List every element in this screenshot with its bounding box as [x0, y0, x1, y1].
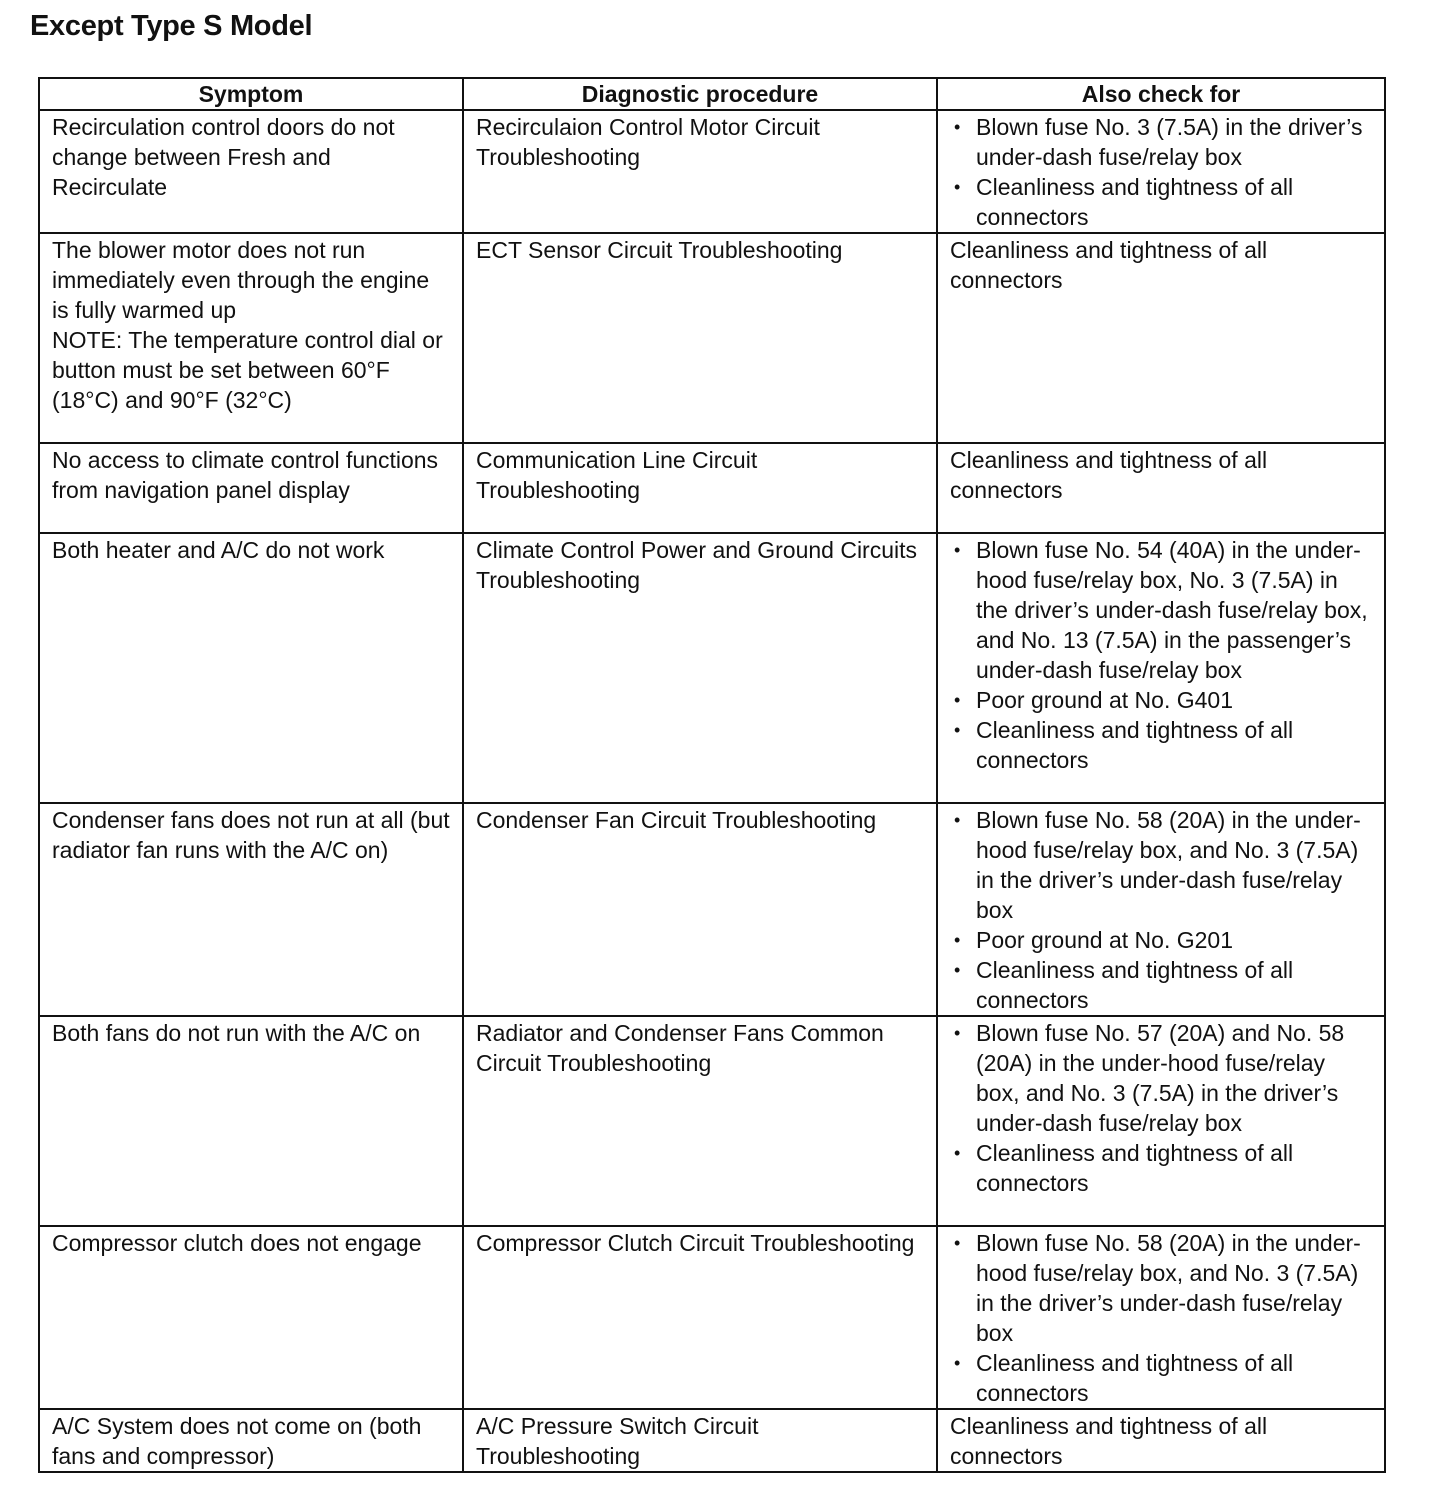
procedure-cell: Climate Control Power and Ground Circuits Troubleshooting — [463, 533, 937, 803]
procedure-cell: Radiator and Condenser Fans Common Circuit Troubleshooting — [463, 1016, 937, 1226]
table-row — [39, 110, 1385, 233]
column-header-procedure: Diagnostic procedure — [463, 78, 937, 110]
table-row — [39, 233, 1385, 443]
symptom-cell — [39, 233, 463, 443]
check-list — [950, 1018, 1374, 1198]
table-row — [39, 1226, 1385, 1409]
table-row — [39, 1409, 1385, 1472]
page-title: Except Type S Model — [30, 10, 313, 42]
procedure-cell: ECT Sensor Circuit Troubleshooting — [463, 233, 937, 443]
check-cell: Cleanliness and tightness of all connectors — [937, 1409, 1385, 1472]
table-header-row — [39, 78, 1385, 110]
check-cell: Cleanliness and tightness of all connectors — [937, 443, 1385, 533]
check-item: • Blown fuse No. 3 (7.5A) in the driver’s under-dash fuse/relay box — [976, 112, 1374, 172]
check-item: • Blown fuse No. 58 (20A) in the under-hood fuse/relay box, and No. 3 (7.5A) in the driver’s under-dash fuse/relay box — [976, 805, 1374, 925]
procedure-cell: Communication Line Circuit Troubleshooting — [463, 443, 937, 533]
check-cell — [937, 533, 1385, 803]
check-cell — [937, 110, 1385, 233]
check-item: • Blown fuse No. 57 (20A) and No. 58 (20A) in the under-hood fuse/relay box, and No. 3 (7.5A) in the driver’s under-dash fuse/relay box — [976, 1018, 1374, 1138]
table-row — [39, 803, 1385, 1016]
check-item: • Poor ground at No. G201 — [976, 925, 1374, 955]
check-cell — [937, 1226, 1385, 1409]
check-cell — [937, 1016, 1385, 1226]
check-cell — [937, 803, 1385, 1016]
procedure-cell: Condenser Fan Circuit Troubleshooting — [463, 803, 937, 1016]
symptom-cell: Condenser fans does not run at all (but radiator fan runs with the A/C on) — [39, 803, 463, 1016]
check-list — [950, 112, 1374, 232]
check-item: • Cleanliness and tightness of all connectors — [976, 715, 1374, 775]
table-row — [39, 533, 1385, 803]
symptom-cell: Both heater and A/C do not work — [39, 533, 463, 803]
symptom-cell: Recirculation control doors do not change between Fresh and Recirculate — [39, 110, 463, 233]
column-header-also-check: Also check for — [937, 78, 1385, 110]
check-item: • Blown fuse No. 54 (40A) in the under-hood fuse/relay box, No. 3 (7.5A) in the driver’s under-dash fuse/relay box, and No. 13 (7.5A) in the passenger’s under-dash fuse/relay box — [976, 535, 1374, 685]
check-item: • Cleanliness and tightness of all connectors — [976, 955, 1374, 1015]
column-header-symptom: Symptom — [39, 78, 463, 110]
check-list — [950, 805, 1374, 1015]
procedure-cell: Compressor Clutch Circuit Troubleshooting — [463, 1226, 937, 1409]
symptom-cell: Compressor clutch does not engage — [39, 1226, 463, 1409]
check-item: • Cleanliness and tightness of all connectors — [976, 1138, 1374, 1198]
symptom-cell: Both fans do not run with the A/C on — [39, 1016, 463, 1226]
check-item: • Poor ground at No. G401 — [976, 685, 1374, 715]
check-item: • Cleanliness and tightness of all connectors — [976, 1348, 1374, 1408]
check-item: • Cleanliness and tightness of all connectors — [976, 172, 1374, 232]
table-row — [39, 1016, 1385, 1226]
symptom-note: NOTE: The temperature control dial or button must be set between 60°F (18°C) and 90°F (32°C) — [52, 327, 443, 413]
check-item: • Blown fuse No. 58 (20A) in the under-hood fuse/relay box, and No. 3 (7.5A) in the driver’s under-dash fuse/relay box — [976, 1228, 1374, 1348]
procedure-cell: A/C Pressure Switch Circuit Troubleshooting — [463, 1409, 937, 1472]
diagnostic-table — [38, 77, 1386, 1473]
procedure-cell: Recirculaion Control Motor Circuit Troubleshooting — [463, 110, 937, 233]
symptom-cell: No access to climate control functions from navigation panel display — [39, 443, 463, 533]
check-list — [950, 535, 1374, 775]
check-list — [950, 1228, 1374, 1408]
table-row — [39, 443, 1385, 533]
check-cell: Cleanliness and tightness of all connectors — [937, 233, 1385, 443]
symptom-cell: A/C System does not come on (both fans and compressor) — [39, 1409, 463, 1472]
symptom-text: The blower motor does not run immediately even through the engine is fully warmed up — [52, 237, 430, 323]
